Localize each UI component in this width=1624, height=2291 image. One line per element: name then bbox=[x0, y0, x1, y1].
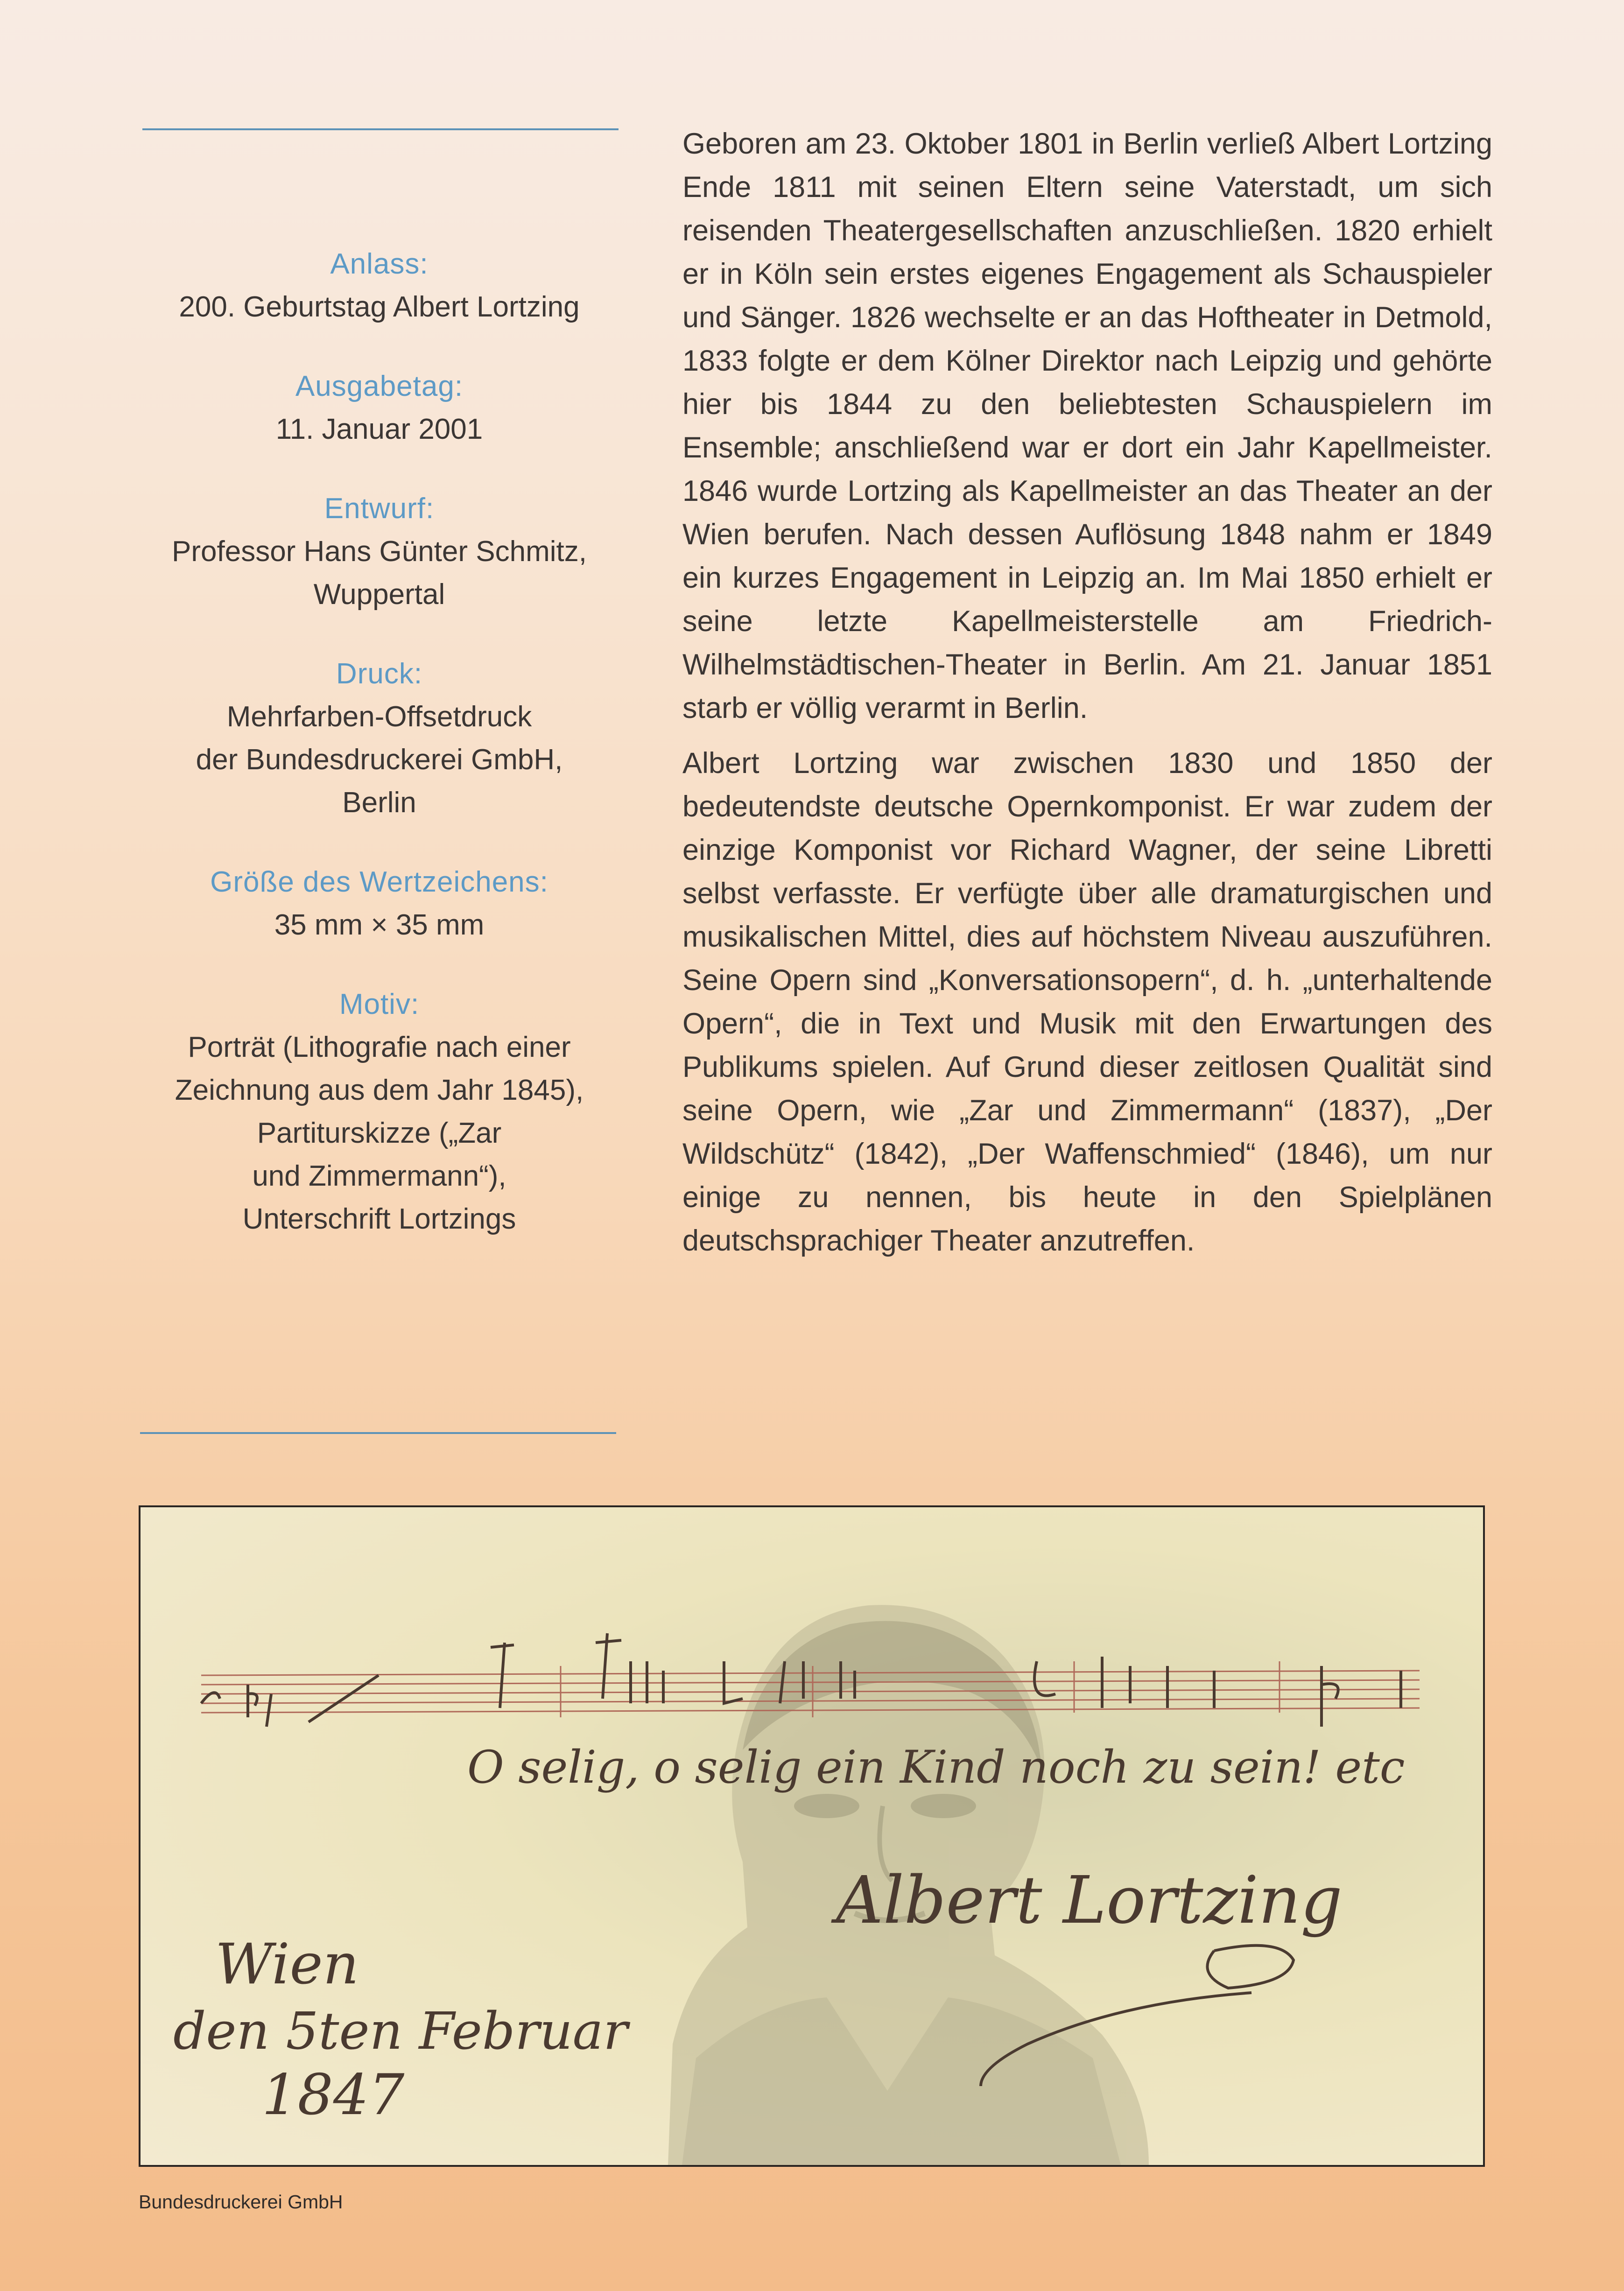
portrait-manuscript-illustration bbox=[141, 1507, 1483, 2165]
fact-design bbox=[140, 487, 619, 616]
fact-value-line: Mehrfarben-Offsetdruck bbox=[226, 701, 532, 733]
fact-value-line: der Bundesdruckerei GmbH, bbox=[196, 744, 563, 776]
fact-value bbox=[140, 408, 619, 451]
fact-issue-date bbox=[140, 365, 619, 451]
fact-label: Anlass: bbox=[330, 248, 429, 280]
fact-value bbox=[140, 696, 619, 824]
fact-occasion bbox=[140, 243, 619, 329]
composer-signature: Albert Lortzing bbox=[836, 1862, 1343, 1939]
fact-value-line: und Zimmermann“), bbox=[252, 1160, 506, 1192]
date-handwriting: den 5ten Februar bbox=[173, 2001, 628, 2061]
biography-text bbox=[682, 122, 1492, 1274]
fact-label: Entwurf: bbox=[324, 492, 435, 525]
fact-stamp-size bbox=[140, 861, 619, 947]
place-handwriting: Wien bbox=[215, 1932, 359, 1997]
fact-value bbox=[140, 530, 619, 616]
fact-sheet bbox=[140, 243, 619, 1277]
fact-value-line: Wuppertal bbox=[313, 578, 445, 611]
bottom-divider-rule bbox=[140, 1432, 616, 1434]
fact-value bbox=[140, 1026, 619, 1241]
fact-value-line: Porträt (Lithografie nach einer bbox=[188, 1031, 571, 1063]
biography-paragraph: Geboren am 23. Oktober 1801 in Berlin verließ Albert Lortzing Ende 1811 mit seinen Eltern seine Vaterstadt, um sich reisenden Theatergesellschaften anzuschließen. 1820 erhielt er in Köln sein erstes eigenes Engagement als Schauspieler und Sänger. 1826 wechselte er an das Hoftheater in Detmold, 1833 folgte er dem Kölner Direktor nach Leipzig und gehörte hier bis 1844 zu den beliebtesten Schauspielern im Ensemble; anschließend war er dort ein Jahr Kapellmeister. 1846 wurde Lortzing als Kapellmeister an das Theater an der Wien berufen. Nach dessen Auflösung 1848 nahm er 1849 ein kurzes Engagement in Leipzig an. Im Mai 1850 erhielt er seine letzte Kapellmeisterstelle am Friedrich-Wilhelmstädtischen-Theater in Berlin. Am 21. Januar 1851 starb er völlig verarmt in Berlin. bbox=[682, 127, 1492, 724]
fact-value-line: 11. Januar 2001 bbox=[275, 413, 483, 445]
fact-value-line: Zeichnung aus dem Jahr 1845), bbox=[175, 1074, 584, 1106]
stamp-motif-image bbox=[139, 1505, 1485, 2167]
fact-motif bbox=[140, 983, 619, 1241]
year-handwriting: 1847 bbox=[262, 2063, 405, 2128]
fact-label: Ausgabetag: bbox=[295, 370, 464, 402]
top-divider-rule bbox=[142, 128, 619, 130]
lyrics-handwriting: O selig, o selig ein Kind noch zu sein! etc bbox=[467, 1741, 1405, 1793]
fact-value-line: 200. Geburtstag Albert Lortzing bbox=[179, 291, 580, 323]
fact-label: Größe des Wertzeichens: bbox=[210, 866, 548, 898]
fact-value bbox=[140, 904, 619, 947]
fact-value-line: Berlin bbox=[342, 787, 416, 819]
fact-value-line: Professor Hans Günter Schmitz, bbox=[172, 535, 587, 568]
fact-label: Motiv: bbox=[339, 988, 420, 1020]
publisher-footer: Bundesdruckerei GmbH bbox=[139, 2191, 343, 2213]
fact-print bbox=[140, 653, 619, 824]
fact-label: Druck: bbox=[336, 658, 423, 690]
fact-value bbox=[140, 286, 619, 329]
fact-value-line: Partiturskizze („Zar bbox=[257, 1117, 502, 1149]
biography-paragraph: Albert Lortzing war zwischen 1830 und 1850 der bedeutendste deutsche Opernkomponist. Er war zudem der einzige Komponist vor Richard Wagner, der seine Libretti selbst verfasste. Er verfügte über alle dramaturgischen und musikalischen Mittel, dies auf höchstem Niveau auszuführen. Seine Opern sind „Konversationsopern“, d. h. „unterhaltende Opern“, die in Text und Musik mit den Erwartungen des Publikums spielen. Auf Grund dieser zeitlosen Qualität sind seine Opern, wie „Zar und Zimmermann“ (1837), „Der Wildschütz“ (1842), „Der Waffenschmied“ (1846), um nur einige zu nennen, bis heute in den Spielplänen deutschsprachiger Theater anzutreffen. bbox=[682, 747, 1492, 1257]
fact-value-line: Unterschrift Lortzings bbox=[242, 1203, 516, 1235]
fact-value-line: 35 mm × 35 mm bbox=[274, 909, 485, 941]
